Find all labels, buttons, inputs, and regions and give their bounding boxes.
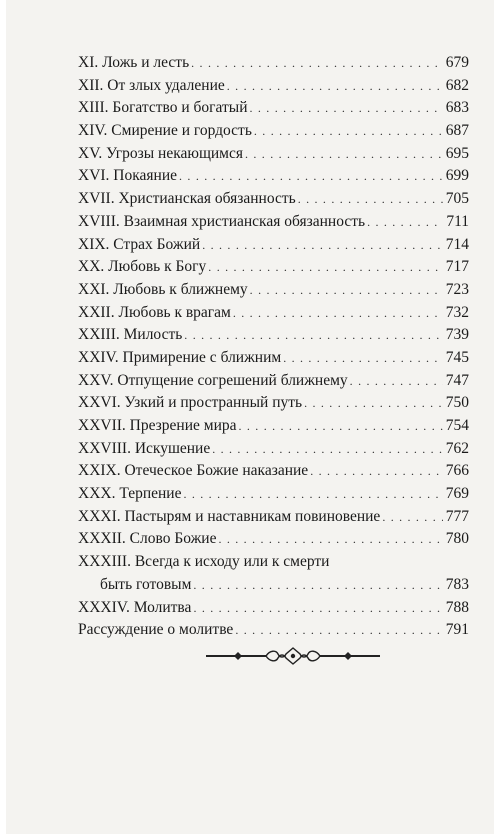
toc-entry-page-number: 769 [445, 485, 469, 503]
dot-leader [367, 211, 443, 234]
toc-entry-page-number: 717 [445, 258, 469, 276]
dot-leader [283, 347, 443, 370]
toc-entry-title: XIX. Страх Божий [78, 235, 201, 253]
toc-entry-page-number: 705 [445, 190, 469, 208]
dot-leader [310, 460, 443, 483]
toc-entry-title: XIII. Богатство и богатый [78, 99, 248, 117]
toc-entry-page-number: 714 [445, 235, 469, 253]
toc-entry-page-number: 683 [445, 99, 469, 117]
dot-leader [239, 415, 443, 438]
toc-entry-title: XXIX. Отеческое Божие наказание [78, 462, 309, 480]
toc-entry [78, 597, 469, 620]
toc-entry-title: XI. Ложь и лесть [78, 54, 190, 71]
toc-entry-title: XXI. Любовь к ближнему [78, 280, 248, 298]
dot-leader [193, 574, 442, 597]
toc-entry [78, 52, 469, 75]
dot-leader [184, 324, 442, 347]
toc-entry [78, 460, 469, 483]
toc-entry [78, 438, 469, 461]
toc-entry-title: XII. От злых удаление [78, 76, 225, 94]
table-of-contents [78, 52, 469, 642]
toc-entry-page-number: 747 [445, 371, 469, 389]
toc-entry [78, 120, 469, 143]
toc-entry-title: XXV. Отпущение согрешений ближнему [78, 371, 348, 389]
toc-entry-page-number: 783 [445, 575, 469, 593]
toc-entry-title: XXII. Любовь к врагам [78, 303, 231, 321]
toc-entry-title: XXXII. Слово Божие [78, 530, 217, 548]
toc-entry-title: XVII. Христианская обязанность [78, 190, 296, 208]
dot-leader [227, 75, 443, 98]
toc-entry-page-number: 745 [445, 348, 469, 366]
toc-entry-page-number: 788 [445, 598, 469, 616]
toc-entry-page-number: 732 [445, 303, 469, 321]
dot-leader [250, 279, 443, 302]
toc-entry [78, 347, 469, 370]
toc-entry [78, 234, 469, 257]
toc-entry [78, 143, 469, 166]
toc-entry [78, 392, 469, 415]
toc-entry [78, 211, 469, 234]
dot-leader [382, 506, 442, 529]
toc-entry [78, 551, 469, 574]
dot-leader [218, 528, 442, 551]
dot-leader [304, 392, 443, 415]
toc-entry-title: быть готовым [100, 575, 192, 593]
toc-entry-page-number: 739 [445, 326, 469, 344]
toc-entry [78, 619, 469, 642]
dot-leader [212, 438, 443, 461]
toc-entry-page-number: 699 [445, 167, 469, 185]
toc-entry-page-number: 780 [445, 530, 469, 548]
dot-leader [254, 120, 443, 143]
dot-leader [193, 597, 442, 620]
dot-leader [179, 165, 443, 188]
toc-entry-title: XXVI. Узкий и пространный путь [78, 394, 303, 412]
toc-entry [78, 279, 469, 302]
toc-entry [78, 188, 469, 211]
toc-entry [78, 324, 469, 347]
toc-entry-page-number: 750 [445, 394, 469, 412]
toc-entry [78, 370, 469, 393]
toc-entry [78, 302, 469, 325]
toc-entry-title: XVIII. Взаимная христианская обязанность [78, 212, 366, 230]
toc-entry [78, 483, 469, 506]
toc-entry-title: Рассуждение о молитве [78, 621, 234, 639]
dot-leader [208, 256, 442, 279]
dot-leader [245, 143, 443, 166]
toc-entry-title: XXVII. Презрение мира [78, 417, 237, 434]
toc-entry-page-number: 762 [445, 439, 469, 457]
toc-entry [78, 75, 469, 98]
toc-entry-page-number: 777 [445, 507, 469, 525]
toc-entry-title: XXIV. Примирение с ближним [78, 348, 282, 366]
toc-entry-page-number: 791 [445, 621, 469, 639]
toc-entry-page-number: 711 [446, 212, 469, 230]
toc-entry-title: XIV. Смирение и гордость [78, 122, 252, 140]
toc-entry [78, 415, 469, 438]
toc-entry-page-number: 754 [445, 417, 469, 434]
toc-entry-title: XXVIII. Искушение [78, 439, 211, 457]
toc-entry [78, 506, 469, 529]
dot-leader [298, 188, 443, 211]
toc-entry [78, 165, 469, 188]
toc-entry-page-number: 766 [445, 462, 469, 480]
toc-entry-title: XXX. Терпение [78, 485, 182, 503]
book-page [6, 0, 494, 834]
dot-leader [350, 370, 443, 393]
toc-entry-page-number: 723 [445, 280, 469, 298]
toc-entry [78, 97, 469, 120]
toc-entry-page-number: 695 [445, 144, 469, 162]
toc-entry-title: XXXIII. Всегда к исходу или к смерти [78, 553, 330, 571]
toc-entry-title: XXXI. Пастырям и наставникам повиновение [78, 507, 381, 525]
toc-entry [78, 574, 469, 597]
toc-entry-title: XXIII. Милость [78, 326, 183, 344]
toc-entry-page-number: 679 [445, 54, 469, 71]
toc-entry-page-number: 687 [445, 122, 469, 140]
toc-entry-title: XX. Любовь к Богу [78, 258, 207, 276]
dot-leader [235, 619, 442, 642]
decorative-flourish-icon [204, 646, 382, 666]
dot-leader [183, 483, 442, 506]
dot-leader [233, 302, 443, 325]
toc-entry [78, 528, 469, 551]
toc-entry-title: XVI. Покаяние [78, 167, 178, 185]
dot-leader [202, 234, 443, 257]
toc-entry-title: XV. Угрозы некающимся [78, 144, 243, 162]
toc-entry-page-number: 682 [445, 76, 469, 94]
toc-entry [78, 256, 469, 279]
dot-leader [250, 97, 443, 120]
toc-entry-title: XXXIV. Молитва [78, 598, 192, 616]
dot-leader [191, 52, 443, 75]
